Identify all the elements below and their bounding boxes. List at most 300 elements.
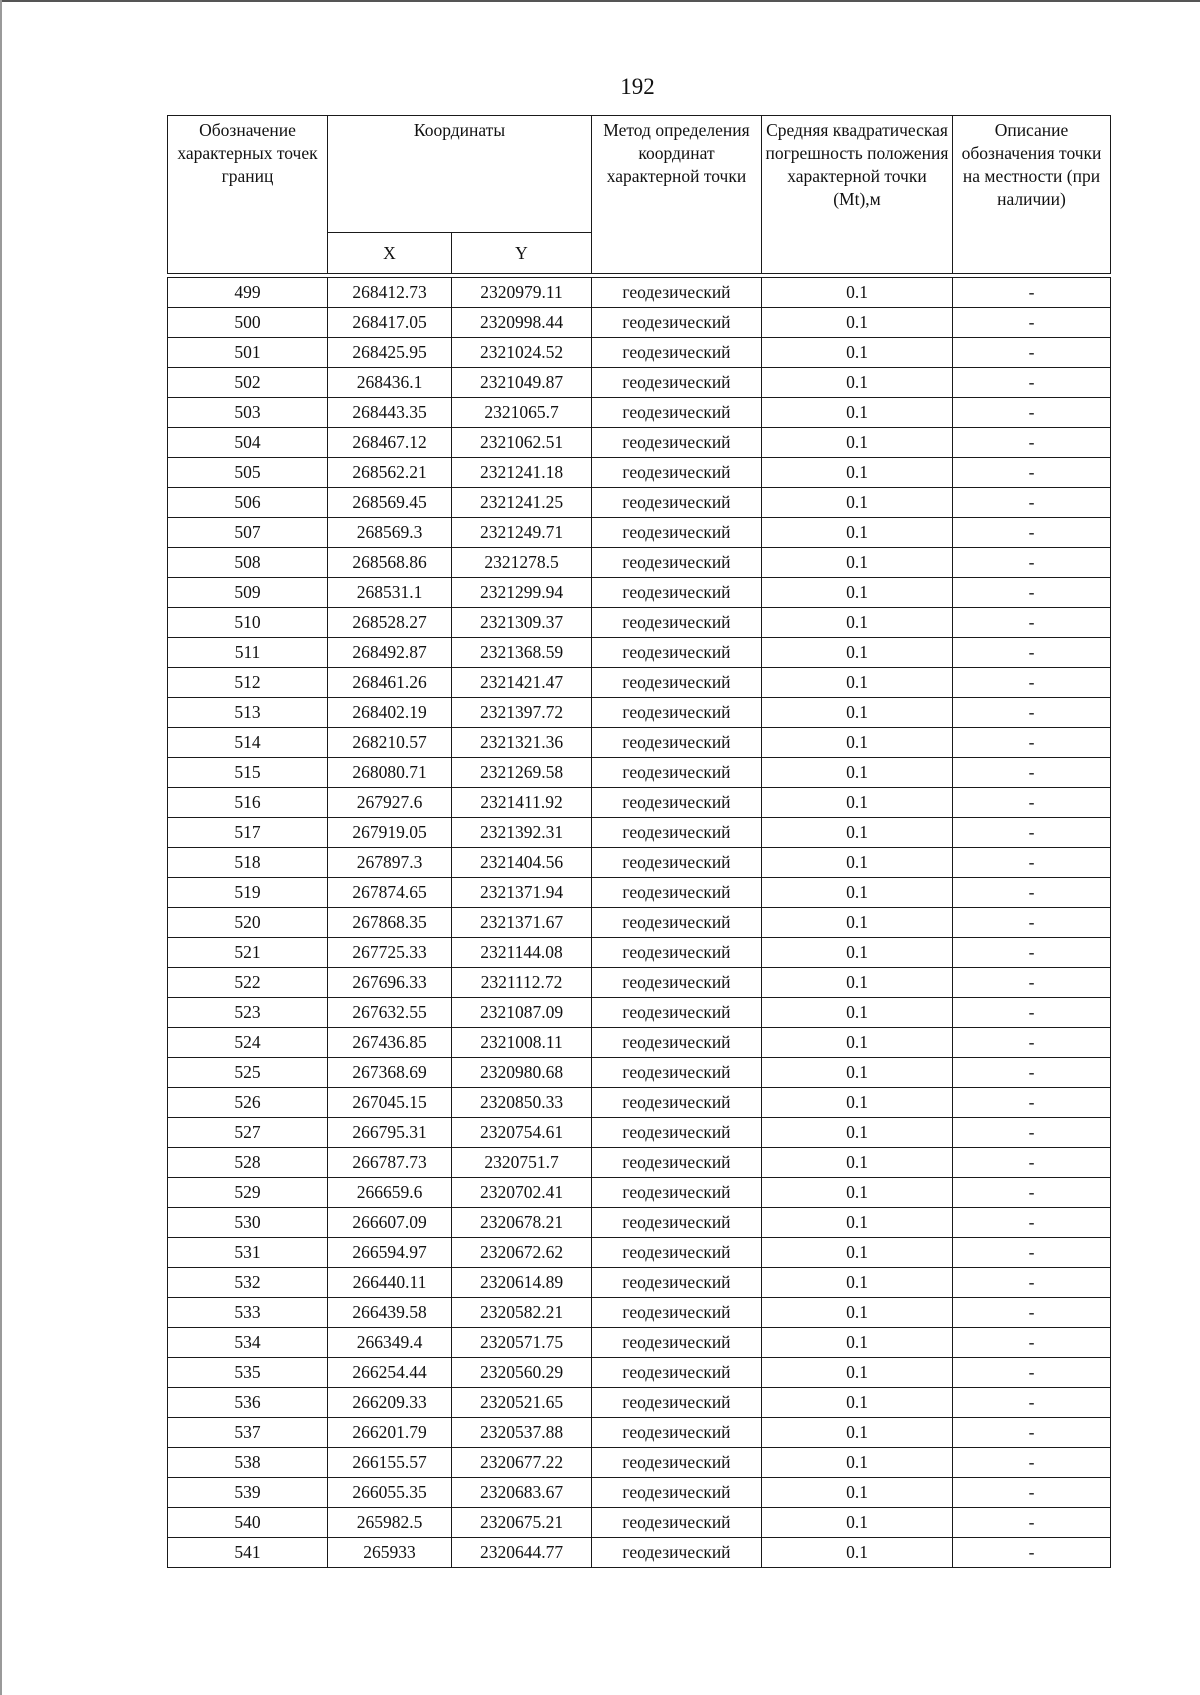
cell-coord-x: 266787.73 xyxy=(328,1148,452,1178)
cell-coord-y: 2320751.7 xyxy=(452,1148,592,1178)
cell-coord-y: 2321008.11 xyxy=(452,1028,592,1058)
table-row xyxy=(168,518,1111,548)
cell-coord-x: 267045.15 xyxy=(328,1088,452,1118)
cell-error: 0.1 xyxy=(762,1448,953,1478)
table-row xyxy=(168,1538,1111,1568)
cell-coord-x: 268492.87 xyxy=(328,638,452,668)
cell-error: 0.1 xyxy=(762,968,953,998)
cell-coord-x: 266155.57 xyxy=(328,1448,452,1478)
cell-point-number: 534 xyxy=(168,1328,328,1358)
cell-method: геодезический xyxy=(592,1208,762,1238)
cell-coord-y: 2321299.94 xyxy=(452,578,592,608)
cell-description: - xyxy=(953,938,1111,968)
cell-point-number: 539 xyxy=(168,1478,328,1508)
cell-method: геодезический xyxy=(592,578,762,608)
cell-point-number: 507 xyxy=(168,518,328,548)
table-row xyxy=(168,1118,1111,1148)
cell-description: - xyxy=(953,1478,1111,1508)
cell-method: геодезический xyxy=(592,458,762,488)
cell-error: 0.1 xyxy=(762,1208,953,1238)
cell-coord-x: 266209.33 xyxy=(328,1388,452,1418)
cell-error: 0.1 xyxy=(762,848,953,878)
cell-description: - xyxy=(953,1118,1111,1148)
cell-description: - xyxy=(953,848,1111,878)
cell-coord-y: 2321321.36 xyxy=(452,728,592,758)
cell-error: 0.1 xyxy=(762,518,953,548)
cell-method: геодезический xyxy=(592,1508,762,1538)
cell-coord-y: 2321249.71 xyxy=(452,518,592,548)
table-row xyxy=(168,908,1111,938)
table-row xyxy=(168,1178,1111,1208)
cell-point-number: 504 xyxy=(168,428,328,458)
header-method: Метод определения координат характерной точки xyxy=(592,116,762,274)
cell-method: геодезический xyxy=(592,968,762,998)
cell-error: 0.1 xyxy=(762,428,953,458)
cell-coord-y: 2321421.47 xyxy=(452,668,592,698)
cell-error: 0.1 xyxy=(762,1268,953,1298)
cell-description: - xyxy=(953,878,1111,908)
cell-error: 0.1 xyxy=(762,1118,953,1148)
cell-description: - xyxy=(953,1178,1111,1208)
cell-coord-x: 268402.19 xyxy=(328,698,452,728)
cell-coord-y: 2321411.92 xyxy=(452,788,592,818)
cell-method: геодезический xyxy=(592,1478,762,1508)
cell-error: 0.1 xyxy=(762,278,953,308)
table-row xyxy=(168,788,1111,818)
cell-description: - xyxy=(953,908,1111,938)
cell-method: геодезический xyxy=(592,1358,762,1388)
cell-coord-x: 268568.86 xyxy=(328,548,452,578)
cell-point-number: 502 xyxy=(168,368,328,398)
cell-coord-x: 268562.21 xyxy=(328,458,452,488)
cell-method: геодезический xyxy=(592,908,762,938)
cell-coord-x: 267897.3 xyxy=(328,848,452,878)
cell-error: 0.1 xyxy=(762,488,953,518)
cell-coord-x: 266349.4 xyxy=(328,1328,452,1358)
table-row xyxy=(168,608,1111,638)
cell-coord-y: 2321065.7 xyxy=(452,398,592,428)
cell-description: - xyxy=(953,728,1111,758)
cell-method: геодезический xyxy=(592,488,762,518)
cell-description: - xyxy=(953,638,1111,668)
cell-coord-x: 268467.12 xyxy=(328,428,452,458)
cell-point-number: 500 xyxy=(168,308,328,338)
cell-method: геодезический xyxy=(592,1298,762,1328)
cell-method: геодезический xyxy=(592,1088,762,1118)
table-row xyxy=(168,1418,1111,1448)
cell-error: 0.1 xyxy=(762,1088,953,1118)
cell-method: геодезический xyxy=(592,608,762,638)
cell-error: 0.1 xyxy=(762,368,953,398)
cell-error: 0.1 xyxy=(762,908,953,938)
cell-point-number: 513 xyxy=(168,698,328,728)
cell-point-number: 538 xyxy=(168,1448,328,1478)
cell-error: 0.1 xyxy=(762,1478,953,1508)
cell-description: - xyxy=(953,1508,1111,1538)
cell-method: геодезический xyxy=(592,1148,762,1178)
cell-coord-y: 2320644.77 xyxy=(452,1538,592,1568)
cell-coord-y: 2320677.22 xyxy=(452,1448,592,1478)
cell-coord-y: 2321371.67 xyxy=(452,908,592,938)
cell-point-number: 526 xyxy=(168,1088,328,1118)
cell-coord-y: 2321368.59 xyxy=(452,638,592,668)
cell-point-number: 537 xyxy=(168,1418,328,1448)
cell-method: геодезический xyxy=(592,1418,762,1448)
cell-method: геодезический xyxy=(592,788,762,818)
cell-coord-x: 267919.05 xyxy=(328,818,452,848)
cell-method: геодезический xyxy=(592,278,762,308)
cell-error: 0.1 xyxy=(762,728,953,758)
table-row xyxy=(168,998,1111,1028)
cell-coord-x: 266795.31 xyxy=(328,1118,452,1148)
cell-coord-x: 267632.55 xyxy=(328,998,452,1028)
cell-point-number: 536 xyxy=(168,1388,328,1418)
cell-point-number: 527 xyxy=(168,1118,328,1148)
cell-coord-y: 2321087.09 xyxy=(452,998,592,1028)
table-row xyxy=(168,1448,1111,1478)
cell-error: 0.1 xyxy=(762,548,953,578)
cell-description: - xyxy=(953,398,1111,428)
cell-coord-y: 2320980.68 xyxy=(452,1058,592,1088)
header-x: X xyxy=(328,233,452,274)
cell-error: 0.1 xyxy=(762,668,953,698)
cell-error: 0.1 xyxy=(762,1058,953,1088)
cell-description: - xyxy=(953,1328,1111,1358)
cell-error: 0.1 xyxy=(762,1028,953,1058)
table-row xyxy=(168,878,1111,908)
cell-method: геодезический xyxy=(592,668,762,698)
cell-method: геодезический xyxy=(592,1118,762,1148)
cell-point-number: 535 xyxy=(168,1358,328,1388)
cell-point-number: 514 xyxy=(168,728,328,758)
table-row xyxy=(168,488,1111,518)
cell-coord-y: 2320683.67 xyxy=(452,1478,592,1508)
cell-description: - xyxy=(953,1298,1111,1328)
cell-coord-x: 266594.97 xyxy=(328,1238,452,1268)
cell-coord-x: 265982.5 xyxy=(328,1508,452,1538)
table-row xyxy=(168,1358,1111,1388)
cell-error: 0.1 xyxy=(762,608,953,638)
cell-method: геодезический xyxy=(592,818,762,848)
cell-description: - xyxy=(953,308,1111,338)
cell-method: геодезический xyxy=(592,1238,762,1268)
cell-coord-x: 268443.35 xyxy=(328,398,452,428)
cell-description: - xyxy=(953,548,1111,578)
cell-coord-y: 2320582.21 xyxy=(452,1298,592,1328)
table-row xyxy=(168,398,1111,428)
table-row xyxy=(168,458,1111,488)
table-row xyxy=(168,1328,1111,1358)
cell-method: геодезический xyxy=(592,1328,762,1358)
cell-description: - xyxy=(953,1238,1111,1268)
cell-method: геодезический xyxy=(592,878,762,908)
table-row xyxy=(168,638,1111,668)
cell-point-number: 519 xyxy=(168,878,328,908)
cell-coord-x: 267368.69 xyxy=(328,1058,452,1088)
cell-method: геодезический xyxy=(592,1028,762,1058)
table-row xyxy=(168,818,1111,848)
cell-error: 0.1 xyxy=(762,458,953,488)
cell-point-number: 499 xyxy=(168,278,328,308)
table-row xyxy=(168,1298,1111,1328)
cell-error: 0.1 xyxy=(762,1538,953,1568)
cell-coord-x: 268436.1 xyxy=(328,368,452,398)
cell-description: - xyxy=(953,1538,1111,1568)
cell-coord-x: 268080.71 xyxy=(328,758,452,788)
cell-coord-y: 2321404.56 xyxy=(452,848,592,878)
cell-method: геодезический xyxy=(592,308,762,338)
cell-error: 0.1 xyxy=(762,638,953,668)
cell-method: геодезический xyxy=(592,518,762,548)
cell-point-number: 533 xyxy=(168,1298,328,1328)
cell-point-number: 501 xyxy=(168,338,328,368)
cell-coord-x: 268412.73 xyxy=(328,278,452,308)
cell-point-number: 523 xyxy=(168,998,328,1028)
table-row xyxy=(168,968,1111,998)
cell-point-number: 517 xyxy=(168,818,328,848)
cell-error: 0.1 xyxy=(762,1388,953,1418)
table-row xyxy=(168,338,1111,368)
cell-coord-y: 2320521.65 xyxy=(452,1388,592,1418)
cell-coord-x: 268461.26 xyxy=(328,668,452,698)
table-row xyxy=(168,1268,1111,1298)
cell-point-number: 522 xyxy=(168,968,328,998)
cell-coord-y: 2320560.29 xyxy=(452,1358,592,1388)
cell-coord-y: 2320614.89 xyxy=(452,1268,592,1298)
cell-point-number: 511 xyxy=(168,638,328,668)
cell-error: 0.1 xyxy=(762,938,953,968)
cell-description: - xyxy=(953,1028,1111,1058)
cell-coord-x: 266440.11 xyxy=(328,1268,452,1298)
table-header xyxy=(168,116,1111,278)
cell-coord-y: 2321397.72 xyxy=(452,698,592,728)
cell-coord-y: 2321278.5 xyxy=(452,548,592,578)
cell-description: - xyxy=(953,998,1111,1028)
cell-point-number: 521 xyxy=(168,938,328,968)
cell-coord-x: 268531.1 xyxy=(328,578,452,608)
cell-point-number: 528 xyxy=(168,1148,328,1178)
cell-coord-x: 268569.45 xyxy=(328,488,452,518)
cell-coord-y: 2321371.94 xyxy=(452,878,592,908)
cell-error: 0.1 xyxy=(762,998,953,1028)
table-row xyxy=(168,428,1111,458)
table-row xyxy=(168,1058,1111,1088)
cell-coord-x: 266659.6 xyxy=(328,1178,452,1208)
cell-coord-x: 267436.85 xyxy=(328,1028,452,1058)
cell-coord-y: 2320979.11 xyxy=(452,278,592,308)
cell-point-number: 530 xyxy=(168,1208,328,1238)
table-row xyxy=(168,368,1111,398)
cell-error: 0.1 xyxy=(762,1238,953,1268)
table-row xyxy=(168,578,1111,608)
cell-error: 0.1 xyxy=(762,308,953,338)
cell-coord-y: 2321392.31 xyxy=(452,818,592,848)
header-description: Описание обозначения точки на местности (при наличии) xyxy=(953,116,1111,274)
cell-error: 0.1 xyxy=(762,818,953,848)
page-number: 192 xyxy=(620,74,655,99)
cell-description: - xyxy=(953,428,1111,458)
cell-coord-x: 267874.65 xyxy=(328,878,452,908)
cell-point-number: 540 xyxy=(168,1508,328,1538)
cell-description: - xyxy=(953,698,1111,728)
cell-coord-y: 2320678.21 xyxy=(452,1208,592,1238)
cell-coord-x: 267725.33 xyxy=(328,938,452,968)
table-row xyxy=(168,1208,1111,1238)
cell-method: геодезический xyxy=(592,728,762,758)
cell-description: - xyxy=(953,278,1111,308)
cell-error: 0.1 xyxy=(762,1328,953,1358)
cell-description: - xyxy=(953,1088,1111,1118)
cell-point-number: 509 xyxy=(168,578,328,608)
table-row xyxy=(168,668,1111,698)
cell-error: 0.1 xyxy=(762,1178,953,1208)
cell-error: 0.1 xyxy=(762,1148,953,1178)
cell-method: геодезический xyxy=(592,1178,762,1208)
cell-point-number: 529 xyxy=(168,1178,328,1208)
table-row xyxy=(168,1508,1111,1538)
cell-coord-y: 2320571.75 xyxy=(452,1328,592,1358)
cell-description: - xyxy=(953,968,1111,998)
cell-coord-x: 266607.09 xyxy=(328,1208,452,1238)
cell-description: - xyxy=(953,758,1111,788)
cell-coord-x: 268528.27 xyxy=(328,608,452,638)
cell-method: геодезический xyxy=(592,338,762,368)
table-body xyxy=(168,278,1111,1568)
cell-coord-y: 2320672.62 xyxy=(452,1238,592,1268)
cell-method: геодезический xyxy=(592,998,762,1028)
cell-description: - xyxy=(953,1418,1111,1448)
cell-description: - xyxy=(953,458,1111,488)
cell-point-number: 520 xyxy=(168,908,328,938)
cell-error: 0.1 xyxy=(762,1298,953,1328)
cell-point-number: 531 xyxy=(168,1238,328,1268)
cell-point-number: 505 xyxy=(168,458,328,488)
cell-description: - xyxy=(953,488,1111,518)
cell-description: - xyxy=(953,1448,1111,1478)
cell-error: 0.1 xyxy=(762,698,953,728)
cell-coord-x: 268425.95 xyxy=(328,338,452,368)
cell-coord-y: 2321309.37 xyxy=(452,608,592,638)
cell-description: - xyxy=(953,1268,1111,1298)
cell-point-number: 532 xyxy=(168,1268,328,1298)
cell-coord-y: 2321024.52 xyxy=(452,338,592,368)
cell-coord-x: 267696.33 xyxy=(328,968,452,998)
cell-point-number: 518 xyxy=(168,848,328,878)
cell-point-number: 541 xyxy=(168,1538,328,1568)
cell-coord-y: 2320998.44 xyxy=(452,308,592,338)
page-left-border xyxy=(0,0,2,1695)
table-row xyxy=(168,1388,1111,1418)
cell-method: геодезический xyxy=(592,1058,762,1088)
cell-method: геодезический xyxy=(592,848,762,878)
cell-coord-y: 2321269.58 xyxy=(452,758,592,788)
cell-description: - xyxy=(953,368,1111,398)
cell-coord-y: 2321112.72 xyxy=(452,968,592,998)
cell-error: 0.1 xyxy=(762,1418,953,1448)
header-coordinates: Координаты xyxy=(328,116,592,233)
cell-coord-x: 267868.35 xyxy=(328,908,452,938)
cell-error: 0.1 xyxy=(762,758,953,788)
cell-method: геодезический xyxy=(592,698,762,728)
cell-method: геодезический xyxy=(592,1448,762,1478)
table-row xyxy=(168,758,1111,788)
cell-description: - xyxy=(953,578,1111,608)
cell-error: 0.1 xyxy=(762,788,953,818)
cell-error: 0.1 xyxy=(762,878,953,908)
cell-coord-y: 2320537.88 xyxy=(452,1418,592,1448)
cell-coord-x: 266254.44 xyxy=(328,1358,452,1388)
cell-description: - xyxy=(953,1388,1111,1418)
page-top-border xyxy=(0,0,1200,2)
cell-description: - xyxy=(953,1148,1111,1178)
cell-method: геодезический xyxy=(592,1538,762,1568)
cell-coord-y: 2321241.25 xyxy=(452,488,592,518)
cell-description: - xyxy=(953,788,1111,818)
cell-coord-x: 268210.57 xyxy=(328,728,452,758)
cell-coord-x: 268569.3 xyxy=(328,518,452,548)
cell-coord-y: 2320702.41 xyxy=(452,1178,592,1208)
table-row xyxy=(168,698,1111,728)
cell-point-number: 525 xyxy=(168,1058,328,1088)
table-row xyxy=(168,938,1111,968)
cell-point-number: 516 xyxy=(168,788,328,818)
cell-error: 0.1 xyxy=(762,398,953,428)
cell-point-number: 524 xyxy=(168,1028,328,1058)
header-y: Y xyxy=(452,233,592,274)
cell-coord-y: 2321241.18 xyxy=(452,458,592,488)
header-error: Средняя квадратическая погрешность положения характерной точки (Mt),м xyxy=(762,116,953,274)
cell-coord-x: 266201.79 xyxy=(328,1418,452,1448)
cell-method: геодезический xyxy=(592,428,762,458)
table-row xyxy=(168,1148,1111,1178)
cell-coord-y: 2321062.51 xyxy=(452,428,592,458)
cell-coord-x: 268417.05 xyxy=(328,308,452,338)
cell-point-number: 506 xyxy=(168,488,328,518)
cell-coord-x: 265933 xyxy=(328,1538,452,1568)
cell-error: 0.1 xyxy=(762,578,953,608)
cell-method: геодезический xyxy=(592,368,762,398)
cell-method: геодезический xyxy=(592,1268,762,1298)
cell-point-number: 515 xyxy=(168,758,328,788)
cell-point-number: 512 xyxy=(168,668,328,698)
cell-method: геодезический xyxy=(592,938,762,968)
cell-coord-x: 266439.58 xyxy=(328,1298,452,1328)
table-row xyxy=(168,278,1111,308)
table-row xyxy=(168,548,1111,578)
cell-error: 0.1 xyxy=(762,1358,953,1388)
cell-description: - xyxy=(953,1358,1111,1388)
header-point: Обозначение характерных точек границ xyxy=(168,116,328,274)
cell-coord-y: 2320754.61 xyxy=(452,1118,592,1148)
cell-description: - xyxy=(953,518,1111,548)
table-row xyxy=(168,1088,1111,1118)
cell-coord-x: 267927.6 xyxy=(328,788,452,818)
table-row xyxy=(168,1478,1111,1508)
cell-error: 0.1 xyxy=(762,338,953,368)
table-row xyxy=(168,1028,1111,1058)
cell-description: - xyxy=(953,818,1111,848)
cell-description: - xyxy=(953,608,1111,638)
cell-method: геодезический xyxy=(592,758,762,788)
cell-coord-y: 2320675.21 xyxy=(452,1508,592,1538)
table-row xyxy=(168,308,1111,338)
cell-coord-x: 266055.35 xyxy=(328,1478,452,1508)
cell-description: - xyxy=(953,338,1111,368)
coordinates-table xyxy=(167,115,1111,1568)
cell-coord-y: 2321144.08 xyxy=(452,938,592,968)
cell-method: геодезический xyxy=(592,398,762,428)
cell-point-number: 510 xyxy=(168,608,328,638)
